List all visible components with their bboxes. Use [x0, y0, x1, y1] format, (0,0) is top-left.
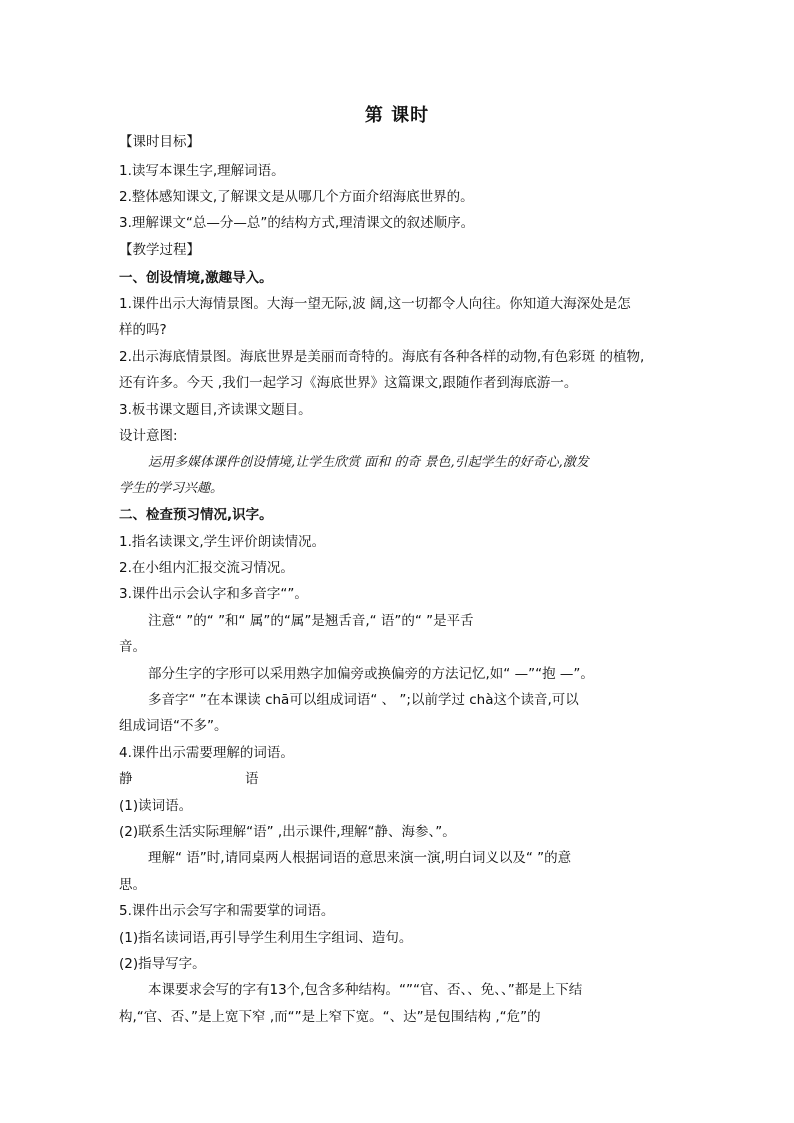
vocab-word: 静: [119, 771, 133, 787]
vocab-sub2: (2)联系生活实际理解“语” ,出示课件,理解“静、海参、”。: [119, 824, 456, 840]
write-sub2: (2)指导写字。: [119, 956, 206, 972]
goals-header: 【课时目标】: [119, 134, 200, 150]
design-label: 设计意图:: [119, 428, 178, 444]
write-sub1: (1)指名读词语,再引导学生利用生字组词、造句。: [119, 930, 413, 946]
vocab-sub1: (1)读词语。: [119, 798, 193, 814]
part2-item1: 1.指名读课文,学生评价朗读情况。: [119, 534, 326, 550]
pronunciation-note-cont: 音。: [119, 639, 146, 655]
design-note-cont: 学生的学习兴趣。: [119, 481, 224, 496]
part1-item2: 2.出示海底情景图。海底世界是美丽而奇特的。海底有各种各样的动物,有色彩斑 的植物,: [119, 349, 645, 365]
part1-item3: 3.板书课文题目,齐读课文题目。: [119, 402, 312, 418]
roleplay-note: 理解“ 语”时,请同桌两人根据词语的意思来演一演,明白词义以及“ ”的意: [148, 850, 572, 866]
part1-item2-cont: 还有许多。今天 ,我们一起学习《海底世界》这篇课文,跟随作者到海底游一。: [119, 375, 578, 391]
part1-item1: 1.课件出示大海情景图。大海一望无际,波 阔,这一切都令人向往。你知道大海深处是怎: [119, 296, 631, 312]
polyphone-note-cont: 组成词语“不多”。: [119, 718, 228, 734]
goal-item: 1.读写本课生字,理解词语。: [119, 163, 285, 179]
roleplay-note-cont: 思。: [119, 877, 146, 893]
structure-note-cont: 构,“官、否、”是上宽下窄 ,而“”是上窄下宽。“、达”是包围结构 ,“危”的: [119, 1009, 541, 1025]
goal-item: 2.整体感知课文,了解课文是从哪几个方面介绍海底世界的。: [119, 189, 474, 205]
pronunciation-note: 注意“ ”的“ ”和“ 属”的“属”是翘舌音,“ 语”的“ ”是平舌: [148, 613, 474, 629]
goal-item: 3.理解课文“总—分—总”的结构方式,理清课文的叙述顺序。: [119, 215, 475, 231]
vocab-word: 语: [245, 771, 259, 787]
part2-item2: 2.在小组内汇报交流习情况。: [119, 560, 294, 576]
part2-heading: 二、检查预习情况,识字。: [119, 507, 273, 523]
design-note: 运用多媒体课件创设情境,让学生欣赏 面和 的奇 景色,引起学生的好奇心,激发: [148, 455, 589, 470]
part1-item1-cont: 样的吗?: [119, 322, 167, 338]
glyph-memory-note: 部分生字的字形可以采用熟字加偏旁或换偏旁的方法记忆,如“ —”“抱 —”。: [148, 666, 594, 682]
process-header: 【教学过程】: [119, 242, 200, 258]
structure-note: 本课要求会写的字有13个,包含多种结构。“”“官、否、、免、、”都是上下结: [148, 982, 583, 998]
part1-heading: 一、创设情境,激趣导入。: [119, 270, 273, 286]
page-title: 第 课时: [364, 105, 430, 126]
polyphone-note: 多音字“ ”在本课读 chā可以组成词语“ 、 ”;以前学过 chà这个读音,可以: [148, 692, 579, 708]
part2-item5: 5.课件出示会写字和需要掌的词语。: [119, 903, 335, 919]
part2-item3: 3.课件出示会认字和多音字“”。: [119, 586, 308, 602]
part2-item4: 4.课件出示需要理解的词语。: [119, 745, 294, 761]
